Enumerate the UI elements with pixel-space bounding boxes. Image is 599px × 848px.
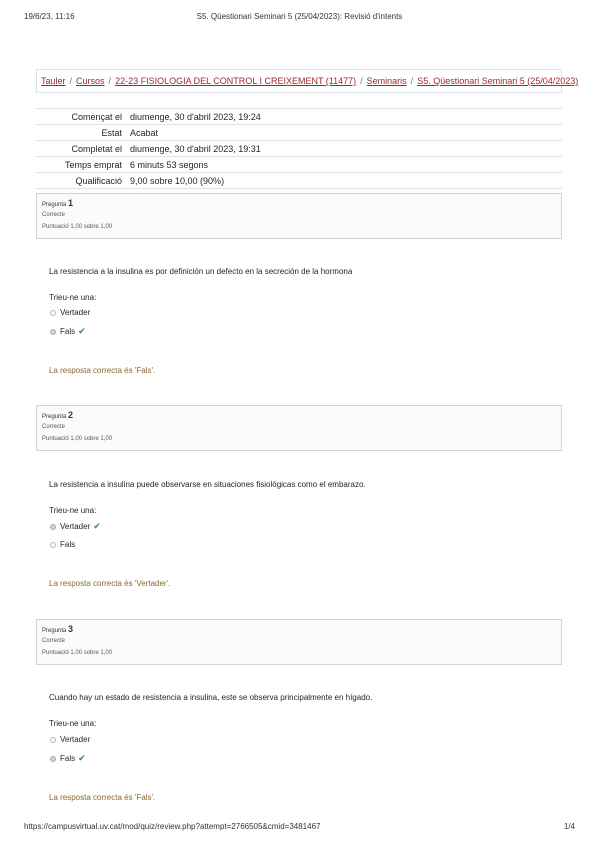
radio-unchecked-icon[interactable] [50, 310, 56, 316]
summary-label: Qualificació [75, 175, 122, 186]
page-counter: 1/4 [563, 822, 575, 831]
question-1-feedback: La resposta correcta és 'Fals'. [49, 366, 156, 375]
breadcrumb-separator: / [360, 76, 363, 86]
question-2-text: La resistencia a insulina puede observarse en situaciones fisiológicas como el embarazo. [49, 480, 366, 489]
radio-checked-icon[interactable] [50, 756, 56, 762]
checkmark-icon: ✔ [78, 326, 86, 336]
summary-row-time-taken [36, 157, 562, 173]
question-2-info [36, 405, 562, 451]
option-label: Fals [60, 327, 76, 336]
breadcrumb [36, 69, 579, 93]
question-1-prompt: Trieu-ne una: [49, 293, 97, 302]
question-number [42, 624, 556, 634]
summary-value: diumenge, 30 d'abril 2023, 19:31 [130, 143, 261, 154]
print-date: 19/6/23, 11:16 [24, 12, 75, 21]
summary-row-grade [36, 173, 562, 189]
breadcrumb-link-course[interactable]: 22-23 FISIOLOGIA DEL CONTROL I CREIXEMENT (11477) [115, 76, 357, 86]
summary-label: Completat el [71, 143, 122, 154]
option-label: Vertader [60, 522, 91, 531]
option-label: Fals [60, 754, 76, 763]
question-number-value: 2 [68, 410, 74, 420]
summary-label: Començat el [71, 111, 122, 122]
question-state: Correcte [42, 424, 66, 430]
option-label: Fals [60, 540, 76, 549]
breadcrumb-link-cursos[interactable]: Cursos [76, 76, 105, 86]
question-3-prompt: Trieu-ne una: [49, 719, 97, 728]
breadcrumb-separator: / [108, 76, 112, 86]
question-2-option-fals[interactable] [50, 540, 75, 549]
option-label: Vertader [60, 735, 91, 744]
question-label: Pregunta [42, 202, 67, 208]
breadcrumb-separator: / [410, 76, 414, 86]
question-number [42, 198, 556, 208]
radio-unchecked-icon[interactable] [50, 542, 56, 548]
question-grade: Puntuació 1,00 sobre 1,00 [42, 650, 113, 656]
question-3-option-vertader[interactable] [50, 735, 90, 744]
checkmark-icon: ✔ [78, 753, 86, 763]
radio-checked-icon[interactable] [50, 329, 56, 335]
question-number-value: 1 [68, 198, 74, 208]
summary-value: 6 minuts 53 segons [130, 159, 209, 170]
summary-row-state [36, 125, 562, 141]
question-2-option-vertader[interactable] [50, 521, 101, 532]
breadcrumb-separator: / [69, 76, 73, 86]
question-1-info [36, 193, 562, 239]
question-1-text: La resistencia a la insulina es por definición un defecto en la secreción de la hormona [49, 267, 353, 276]
checkmark-icon: ✔ [93, 521, 101, 531]
summary-label: Estat [101, 127, 122, 138]
question-state: Correcte [42, 212, 66, 218]
question-3-feedback: La resposta correcta és 'Fals'. [49, 793, 156, 802]
question-1-option-vertader[interactable] [50, 308, 90, 317]
summary-value: 9,00 sobre 10,00 (90%) [130, 175, 225, 186]
question-state: Correcte [42, 638, 66, 644]
question-label: Pregunta [42, 628, 67, 634]
radio-unchecked-icon[interactable] [50, 737, 56, 743]
question-grade: Puntuació 1,00 sobre 1,00 [42, 436, 113, 442]
summary-row-started [36, 109, 562, 125]
question-3-info [36, 619, 562, 665]
radio-checked-icon[interactable] [50, 524, 56, 530]
question-2-feedback: La resposta correcta és 'Vertader'. [49, 579, 171, 588]
summary-row-completed [36, 141, 562, 157]
question-grade: Puntuació 1,00 sobre 1,00 [42, 224, 113, 230]
question-3-option-fals[interactable] [50, 753, 86, 764]
question-number [42, 410, 556, 420]
summary-label: Temps emprat [64, 159, 122, 170]
breadcrumb-link-seminaris[interactable]: Seminaris [366, 76, 407, 86]
page-url: https://campusvirtual.uv.cat/mod/quiz/review.php?attempt=2766505&cmid=3481467 [24, 822, 321, 831]
question-number-value: 3 [68, 624, 74, 634]
summary-value: diumenge, 30 d'abril 2023, 19:24 [130, 111, 261, 122]
document-title: S5. Qüestionari Seminari 5 (25/04/2023): Revisió d'intents [196, 12, 403, 21]
summary-value: Acabat [130, 127, 159, 138]
attempt-summary-table [36, 108, 562, 189]
breadcrumb-link-tauler[interactable]: Tauler [41, 76, 66, 86]
question-1-option-fals[interactable] [50, 326, 86, 337]
question-label: Pregunta [42, 414, 67, 420]
question-2-prompt: Trieu-ne una: [49, 506, 97, 515]
breadcrumb-link-quiz[interactable]: S5. Qüestionari Seminari 5 (25/04/2023) [417, 76, 579, 86]
print-footer [24, 822, 575, 834]
question-3-text: Cuando hay un estado de resistencia a insulina, este se observa principalmente en hígado. [49, 693, 373, 702]
print-header [24, 12, 575, 24]
option-label: Vertader [60, 308, 91, 317]
